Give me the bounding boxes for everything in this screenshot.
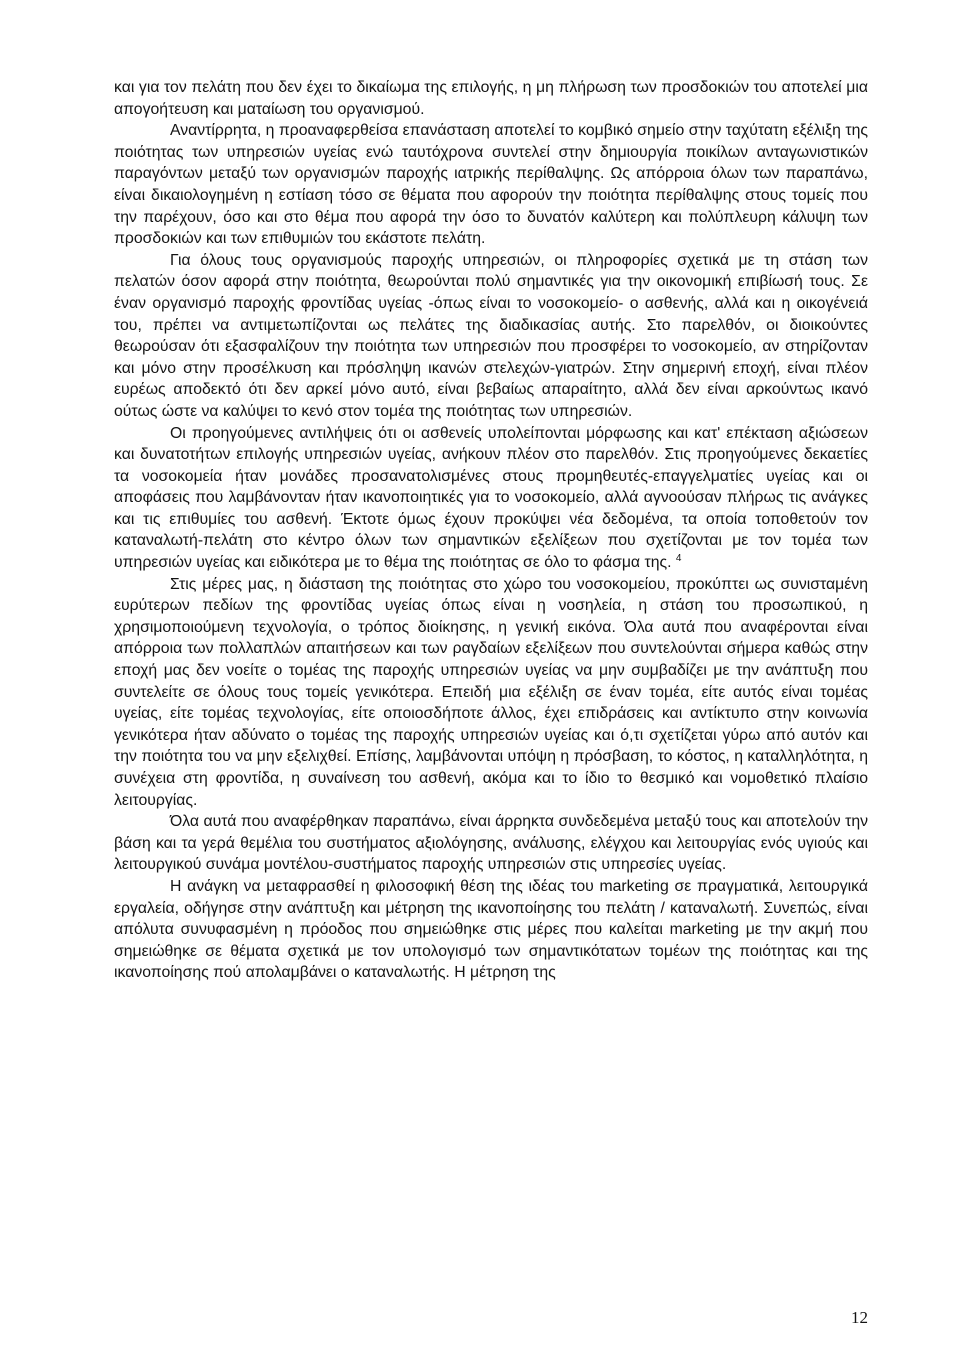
- paragraph: Στις μέρες μας, η διάσταση της ποιότητας στο χώρο του νοσοκομείου, προκύπτει ως συνισταμένη ευρύτερων πεδίων της φροντίδας υγείας όπως είναι η νοσηλεία, η στάση του προσωπικού, η χρησιμοποιούμενη τεχνολογία, ο τρόπος διοίκησης, η γενική εικόνα. Όλα αυτά που αναφέρονται είναι απόρροια των πολλαπλών απαιτήσεων και των ραγδαίων εξελίξεων που συντελούνται σήμερα καθώς στην εποχή μας δεν νοείτε ο τομέας της παροχής υπηρεσιών υγείας να μην συμβαδίζει με την ανάπτυξη που συντελείτε σε όλους τους τομείς γενικότερα. Επειδή μια εξέλιξη σε έναν τομέα, είτε αυτός είναι τομέας υγείας, είτε τομέας τεχνολογίας, είτε οποιοσδήποτε άλλος, έχει επιδράσεις και αντίκτυπο στην κοινωνία γενικότερα ήταν αδύνατο ο τομέας της παροχής υπηρεσιών υγείας και ό,τι σχετίζεται γύρω από αυτόν και την ποιότητα του να μην εξελιχθεί. Επίσης, λαμβάνονται υπόψη η πρόσβαση, το κόστος, η καταλληλότητα, η συνέχεια στη φροντίδα, η συναίνεση του ασθενή, ακόμα και το ίδιο το θεσμικό και νομοθετικό πλαίσιο λειτουργίας.: [114, 575, 868, 809]
- paragraph: Για όλους τους οργανισμούς παροχής υπηρεσιών, οι πληροφορίες σχετικά με τη στάση των πελατών όσον αφορά στην ποιότητα, θεωρούνται πολύ σημαντικές για την οικονομική επιβίωσή τους. Σε έναν οργανισμό παροχής φροντίδας υγείας -όπως είναι το νοσοκομείο- ο ασθενής, αλλά και η οικογένειά του, πρέπει να αντιμετωπίζονται ως πελάτες της διαδικασίας αυτής. Στο παρελθόν, οι διοικούντες θεωρούσαν ότι εξασφαλίζουν την ποιότητα των υπηρεσιών που προσφέρει το νοσοκομείο, αν στηρίζονταν και μόνο στην προσέλκυση και πρόσληψη ικανών στελεχών-γιατρών. Στην σημερινή εποχή, είναι πλέον ευρέως αποδεκτό ότι δεν αρκεί μόνο αυτό, είναι βεβαίως απαραίτητο, αλλά δεν είναι αρκούντως ικανό ούτως ώστε να καλύψει το κενό στον τομέα της ποιότητας των υπηρεσιών.: [114, 251, 868, 420]
- paragraph: [114, 423, 868, 574]
- paragraph: Η ανάγκη να μεταφρασθεί η φιλοσοφική θέση της ιδέας του marketing σε πραγματικά, λειτουργικά εργαλεία, οδήγησε στην ανάπτυξη και μέτρηση της ικανοποίησης του πελάτη / καταναλωτή. Συνεπώς, είναι απόλυτα συνυφασμένη η πρόοδος που σημειώθηκε στις μέρες που καλείται marketing με την ακμή που σημειώθηκε σε θέματα σχετικά με τον υπολογισμό των σημαντικότατων τομέων της ποιότητας και της ικανοποίησης πού απολαμβάνει ο καταναλωτής. Η μέτρηση της: [114, 877, 868, 982]
- body-text: [114, 77, 868, 984]
- paragraph-text: Οι προηγούμενες αντιλήψεις ότι οι ασθενείς υπολείπονται μόρφωσης και κατ' επέκταση αξιώσεων και δυνατοτήτων επιλογής υπηρεσιών υγείας, ανήκουν πλέον στο παρελθόν. Στις προηγούμενες δεκαετίες τα νοσοκομεία ήταν μονάδες προσανατολισμένες στους προμηθευτές-επαγγελματίες υγείας και οι αποφάσεις που λαμβάνονταν ήταν ικανοποιητικές για το νοσοκομείο, αλλά αγνοούσαν πλήρως τις ανάγκες και τις επιθυμίες του ασθενή. Έκτοτε όμως έχουν προκύψει νέα δεδομένα, τα οποία τοποθετούν τον καταναλωτή-πελάτη στο κέντρο όλων των σημαντικών εξελίξεων που σχετίζονται με τον τομέα των υπηρεσιών υγείας και ειδικότερα με το θέμα της ποιότητας σε όλο το φάσμα της.: [114, 424, 868, 572]
- paragraph: και για τον πελάτη που δεν έχει το δικαίωμα της επιλογής, η μη πλήρωση των προσδοκιών του αποτελεί μια απογοήτευση και ματαίωση του οργανισμού.: [114, 79, 868, 118]
- paragraph: Όλα αυτά που αναφέρθηκαν παραπάνω, είναι άρρηκτα συνδεδεμένα μεταξύ τους και αποτελούν την βάση και τα γερά θεμέλια του συστήματος αξιολόγησης, ανάλυσης, ελέγχου και λειτουργίας ενός υγιούς και λειτουργικού συνάμα μοντέλου-συστήματος παροχής υπηρεσιών στις υπηρεσίες υγείας.: [114, 813, 868, 874]
- footnote-reference: 4: [675, 553, 682, 565]
- page-number: 12: [851, 1308, 868, 1327]
- paragraph: Αναντίρρητα, η προαναφερθείσα επανάσταση αποτελεί το κομβικό σημείο στην ταχύτατη εξέλιξη της ποιότητας των υπηρεσιών υγείας ενώ ταυτόχρονα συντελεί στην δημιουργία ποικίλων ανταγωνιστικών παραγόντων μεταξύ των οργανισμών παροχής ιατρικής περίθαλψης. Ως απόρροια όλων των παραπάνω, είναι δικαιολογημένη η εστίαση τόσο σε θέματα που αφορούν την ποιότητα περίθαλψης στους τομείς που την παρέχουν, όσο και στο θέμα που αφορά την όσο το δυνατόν καλύτερη και πολύπλευρη κάλυψη των προσδοκιών και των επιθυμιών του εκάστοτε πελάτη.: [114, 122, 868, 248]
